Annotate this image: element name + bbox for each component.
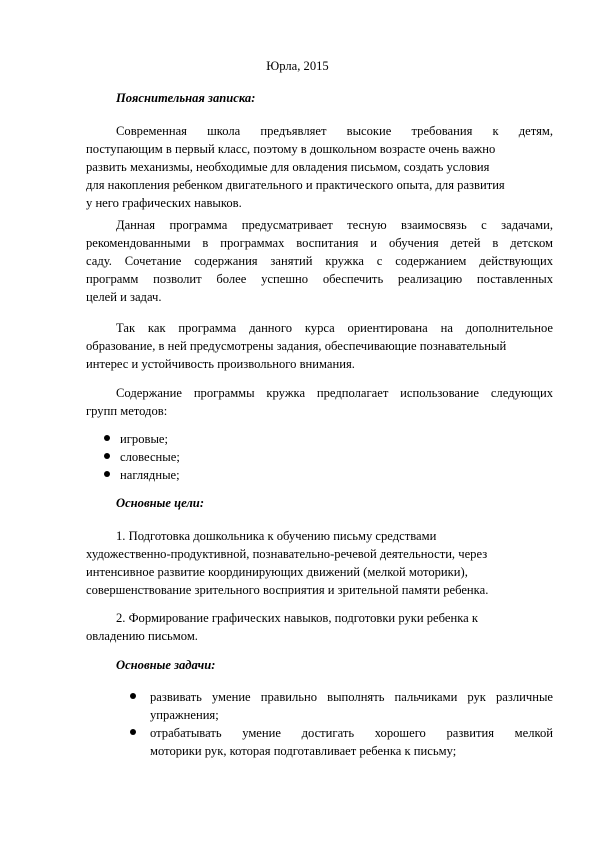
paragraph-line: целей и задач.	[86, 290, 162, 304]
paragraph-line: Данная программа предусматривает тесную взаимосвязь с задачами,	[116, 218, 553, 232]
goal-2	[86, 609, 553, 645]
bullet-icon	[104, 471, 110, 477]
main-tasks-heading: Основные задачи:	[116, 658, 216, 672]
list-item-text: наглядные;	[120, 468, 180, 482]
paragraph-2	[86, 216, 553, 306]
explanatory-note-heading: Пояснительная записка:	[116, 91, 256, 105]
list-item-text: упражнения;	[150, 708, 219, 722]
tasks-list	[130, 688, 553, 760]
paragraph-line: художественно-продуктивной, познавательно-речевой деятельности, через	[86, 547, 488, 561]
list-item-text: моторики рук, которая подготавливает ребенка к письму;	[150, 744, 457, 758]
list-item-text: игровые;	[120, 432, 168, 446]
paragraph-line: программ позволит более успешно обеспечить реализацию поставленных	[86, 272, 553, 286]
paragraph-line: овладению письмом.	[86, 629, 198, 643]
paragraph-line: совершенствование зрительного восприятия и зрительной памяти ребенка.	[86, 583, 489, 597]
paragraph-line: образование, в ней предусмотрены задания, обеспечивающие познавательный	[86, 339, 507, 353]
paragraph-4	[86, 384, 553, 420]
list-item	[130, 688, 553, 724]
paragraph-line: групп методов:	[86, 404, 168, 418]
paragraph-3	[86, 319, 553, 373]
main-goals-heading: Основные цели:	[116, 496, 205, 510]
paragraph-line: Содержание программы кружка предполагает использование следующих	[116, 386, 553, 400]
bullet-icon	[130, 693, 136, 699]
paragraph-line: поступающим в первый класс, поэтому в дошкольном возрасте очень важно	[86, 142, 496, 156]
place-year: Юрла, 2015	[266, 59, 329, 73]
bullet-icon	[104, 453, 110, 459]
paragraph-line: Современная школа предъявляет высокие требования к детям,	[116, 124, 553, 138]
paragraph-line: интерес и устойчивость произвольного внимания.	[86, 357, 355, 371]
list-item-text: отрабатывать умение достигать хорошего развития мелкой	[150, 726, 553, 740]
goal-1	[86, 527, 553, 599]
paragraph-line: для накопления ребенком двигательного и практического опыта, для развития	[86, 178, 505, 192]
paragraph-line: 2. Формирование графических навыков, подготовки руки ребенка к	[116, 611, 479, 625]
list-item	[130, 724, 553, 760]
paragraph-1	[86, 122, 553, 212]
list-item-text: развивать умение правильно выполнять пальчиками рук различные	[150, 690, 553, 704]
paragraph-line: у него графических навыков.	[86, 196, 242, 210]
paragraph-line: интенсивное развитие координирующих движений (мелкой моторики),	[86, 565, 468, 579]
list-item-text: словесные;	[120, 450, 180, 464]
paragraph-line: саду. Сочетание содержания занятий кружка с содержанием действующих	[86, 254, 553, 268]
paragraph-line: развить механизмы, необходимые для овладения письмом, создать условия	[86, 160, 490, 174]
paragraph-line: Так как программа данного курса ориентирована на дополнительное	[116, 321, 553, 335]
bullet-icon	[104, 435, 110, 441]
paragraph-line: 1. Подготовка дошкольника к обучению письму средствами	[116, 529, 437, 543]
bullet-icon	[130, 729, 136, 735]
paragraph-line: рекомендованными в программах воспитания и обучения детей в детском	[86, 236, 553, 250]
